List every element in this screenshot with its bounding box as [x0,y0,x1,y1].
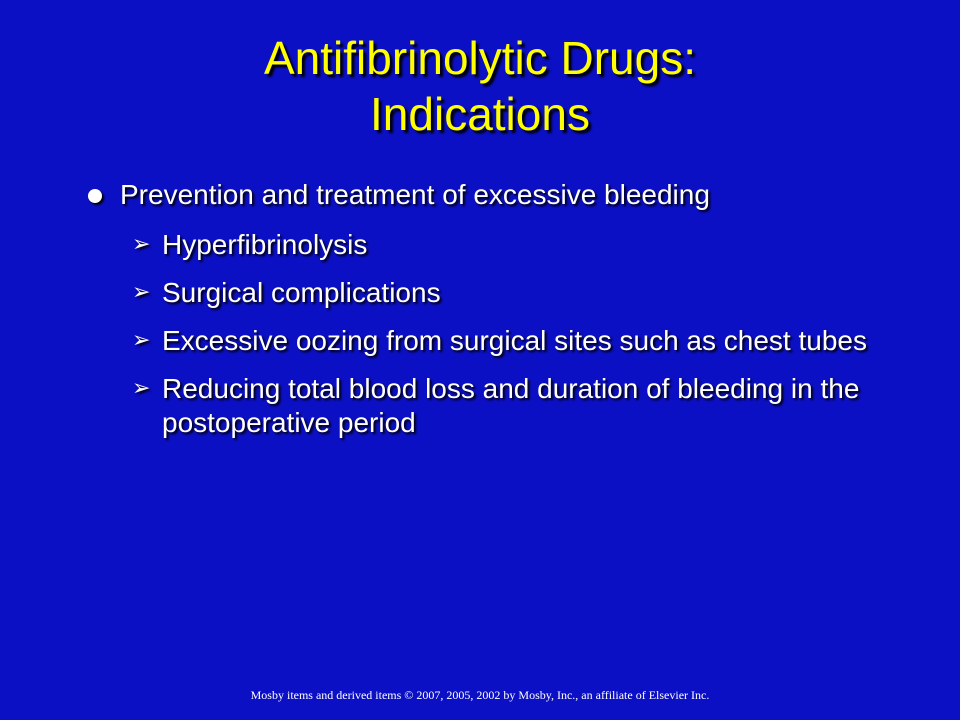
sub-bullet-text: Surgical complications [162,277,441,308]
round-bullet-icon [88,189,102,203]
arrow-bullet-icon: ➢ [132,232,151,257]
sub-bullet-item-4 [80,372,900,440]
arrow-bullet-icon: ➢ [132,328,151,353]
slide-title-line-1: Antifibrinolytic Drugs: [263,32,697,84]
copyright-footer: Mosby items and derived items © 2007, 2005, 2002 by Mosby, Inc., an affiliate of Elsevier Inc. [250,688,710,702]
slide-title-line-2: Indications [370,88,590,140]
sub-bullet-text: Hyperfibrinolysis [162,229,368,260]
bullet-text: Prevention and treatment of excessive bleeding [120,179,710,210]
bullet-list [80,178,900,454]
sub-bullet-item-1 [80,228,900,262]
slide-title [0,30,960,142]
sub-bullet-text: Excessive oozing from surgical sites such as chest tubes [162,325,867,356]
bullet-item [80,178,900,212]
sub-bullet-text: Reducing total blood loss and duration of bleeding in the postoperative period [162,373,860,438]
sub-bullet-item-2 [80,276,900,310]
arrow-bullet-icon: ➢ [132,280,151,305]
sub-bullet-item-3 [80,324,900,358]
arrow-bullet-icon: ➢ [132,376,151,401]
